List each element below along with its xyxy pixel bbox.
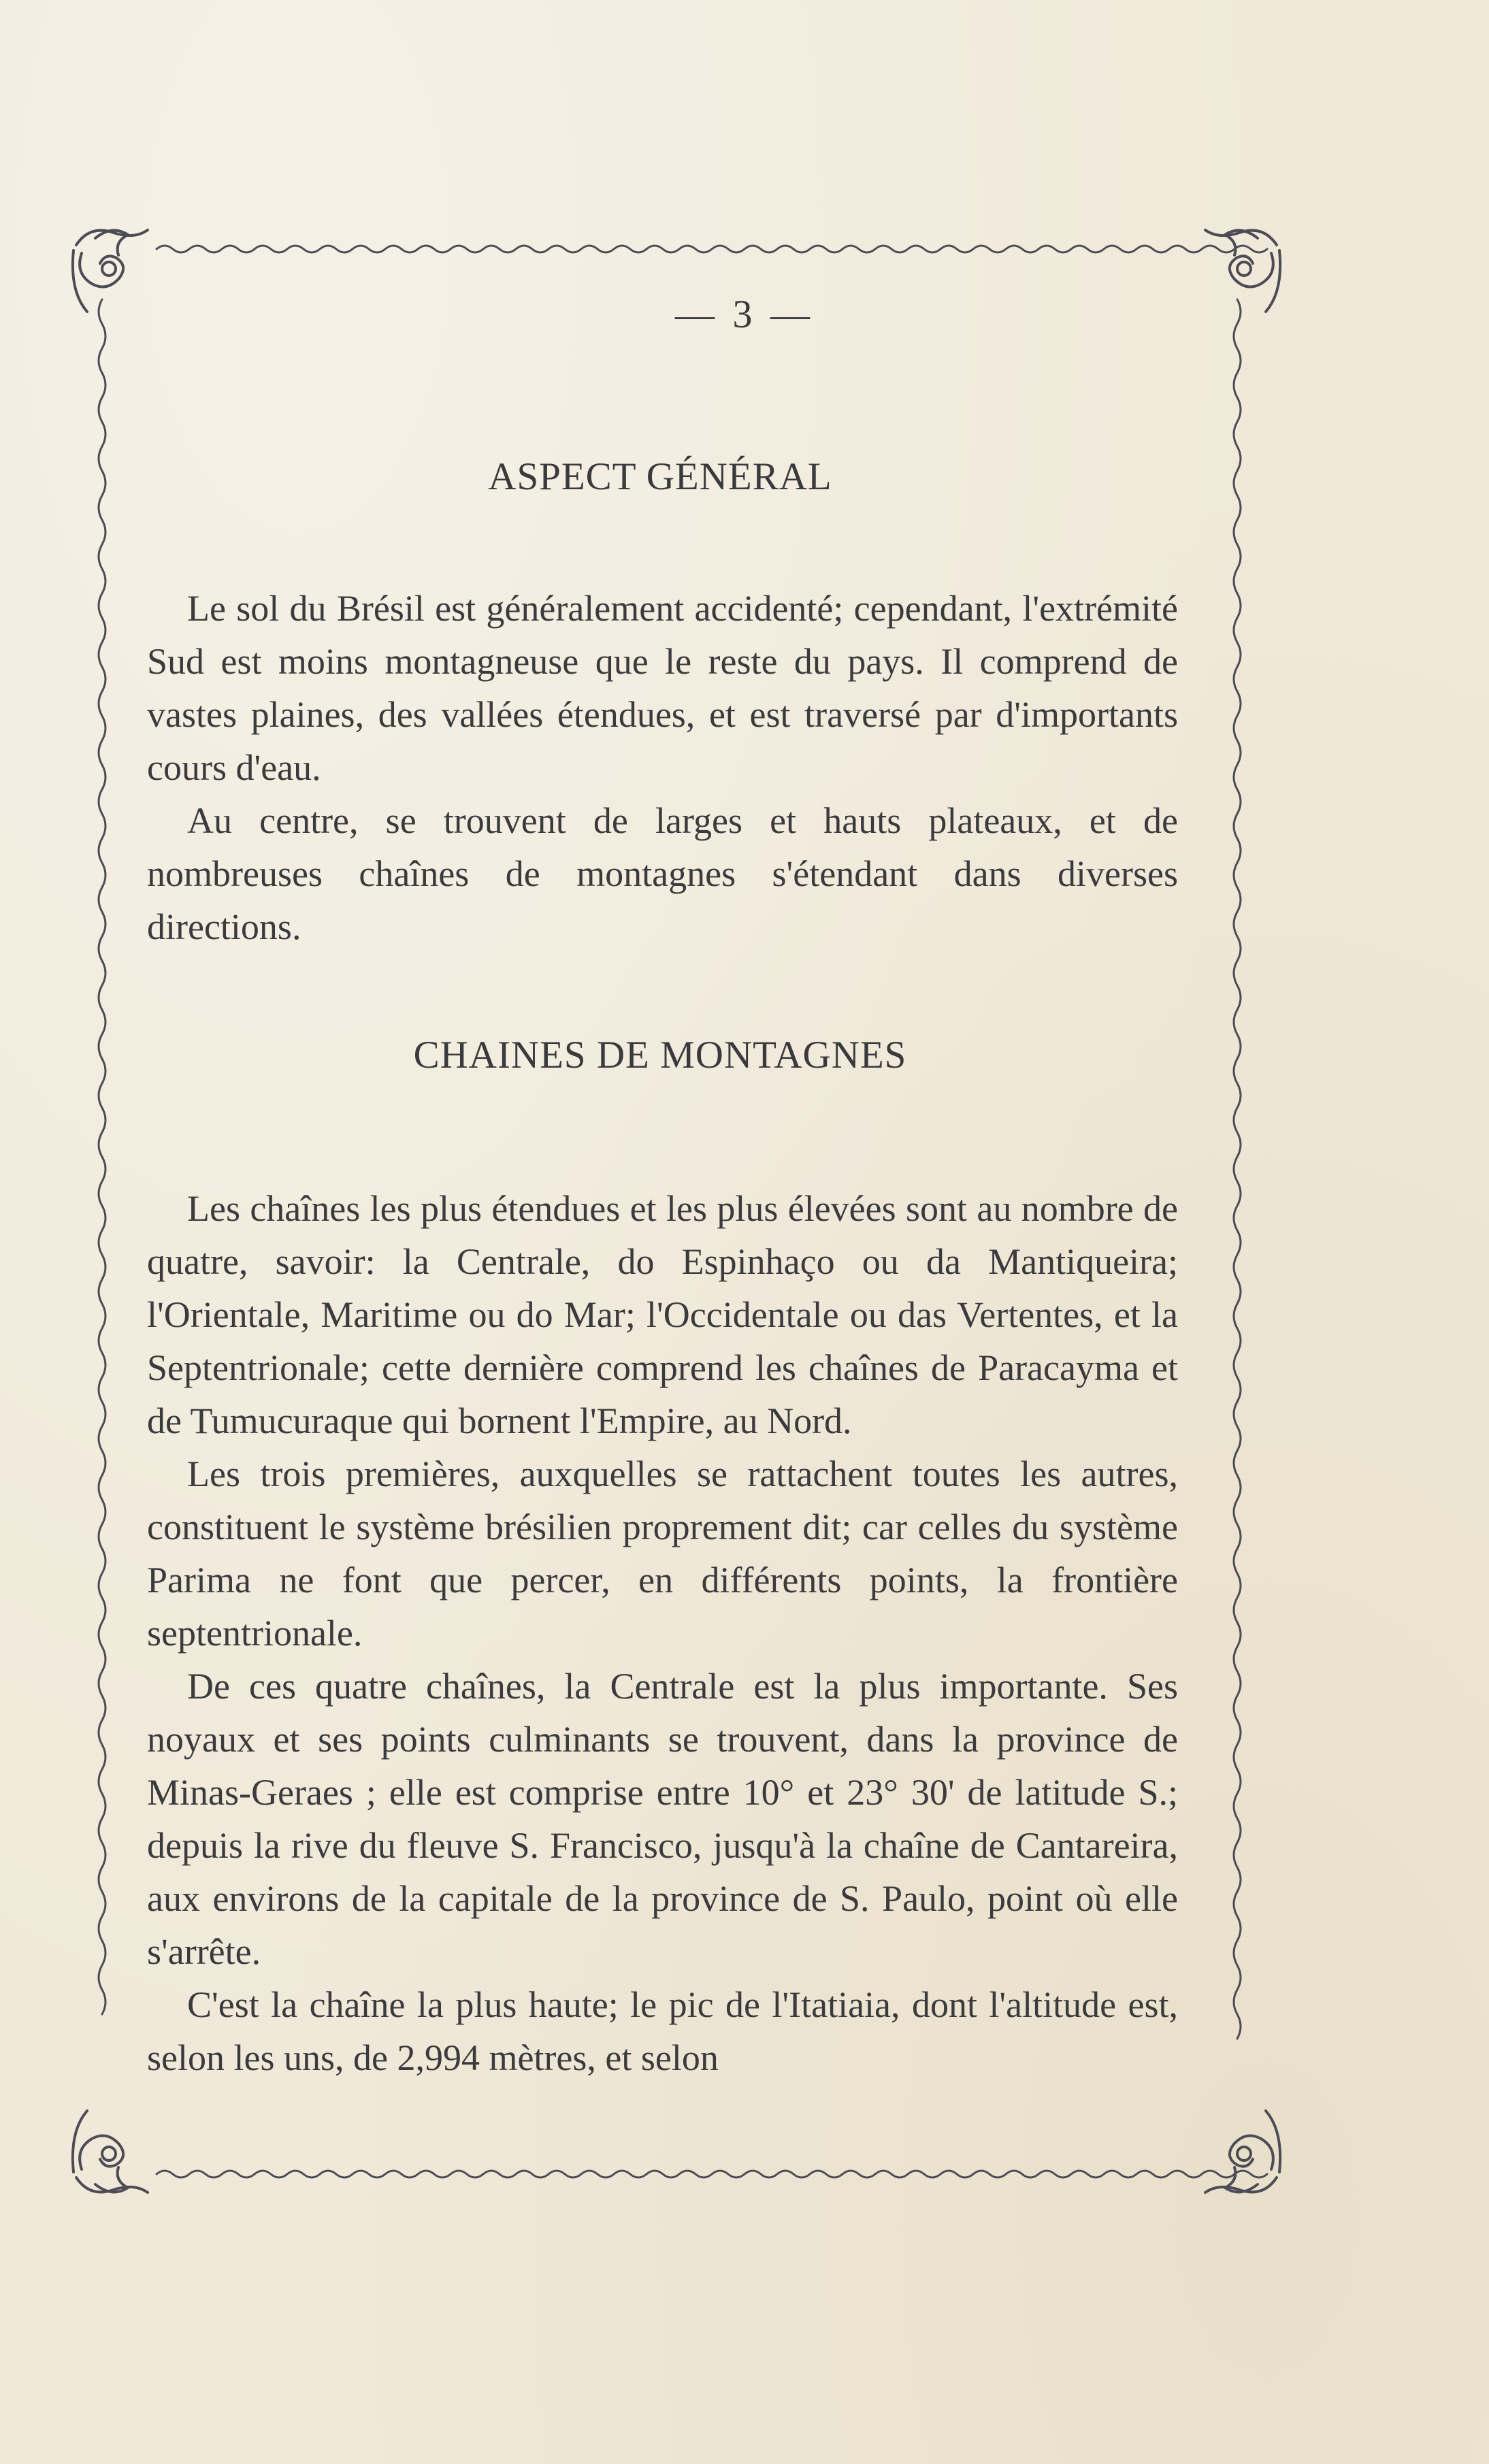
bottom-right-flourish-icon bbox=[1205, 2111, 1280, 2192]
bottom-left-flourish-icon bbox=[73, 2111, 148, 2192]
section-heading-aspect-general: ASPECT GÉNÉRAL bbox=[488, 455, 832, 498]
bottom-wavy-border-icon bbox=[157, 2171, 1267, 2178]
paragraph: Au centre, se trouvent de larges et hauts plateaux, et de nombreuses chaînes de montagnes s'étendant dans diverses directions. bbox=[147, 800, 1178, 947]
paragraph: C'est la chaîne la plus haute; le pic de l'Itatiaia, dont l'altitude est, selon les uns, de 2,994 mètres, et selon bbox=[147, 1984, 1178, 2078]
left-wavy-border-icon bbox=[99, 299, 105, 2014]
section-body-chaines-de-montagnes bbox=[147, 1182, 1178, 2084]
paragraph: Les chaînes les plus étendues et les plus élevées sont au nombre de quatre, savoir: la Centrale, do Espinhaço ou da Mantiqueira; l'Orientale, Maritime ou do Mar; l'Occidentale ou das Vertentes, et la Septentrionale; cette dernière comprend les chaînes de Paracayma et de Tumucuraque qui bornent l'Empire, au Nord. bbox=[147, 1188, 1178, 1441]
page-number: — 3 — bbox=[675, 292, 814, 336]
section-body-aspect-general bbox=[147, 582, 1178, 953]
section-heading-chaines-de-montagnes: CHAINES DE MONTAGNES bbox=[413, 1034, 907, 1077]
paragraph: Le sol du Brésil est généralement accidenté; cependant, l'extrémité Sud est moins montagneuse que le reste du pays. Il comprend de vastes plaines, des vallées étendues, et est traversé par d'importants cours d'eau. bbox=[147, 588, 1178, 788]
paragraph: De ces quatre chaînes, la Centrale est la plus importante. Ses noyaux et ses points culminants se trouvent, dans la province de Minas-Geraes ; elle est comprise entre 10° et 23° 30' de latitude S.; depuis la rive du fleuve S. Francisco, jusqu'à la chaîne de Cantareira, aux environs de la capitale de la province de S. Paulo, point où elle s'arrête. bbox=[147, 1666, 1178, 1972]
paragraph: Les trois premières, auxquelles se rattachent toutes les autres, constituent le système brésilien proprement dit; car celles du système Parima ne font que percer, en différents points, la frontière septentrionale. bbox=[147, 1453, 1178, 1654]
right-wavy-border-icon bbox=[1234, 299, 1241, 2039]
top-wavy-border-icon bbox=[157, 246, 1267, 252]
